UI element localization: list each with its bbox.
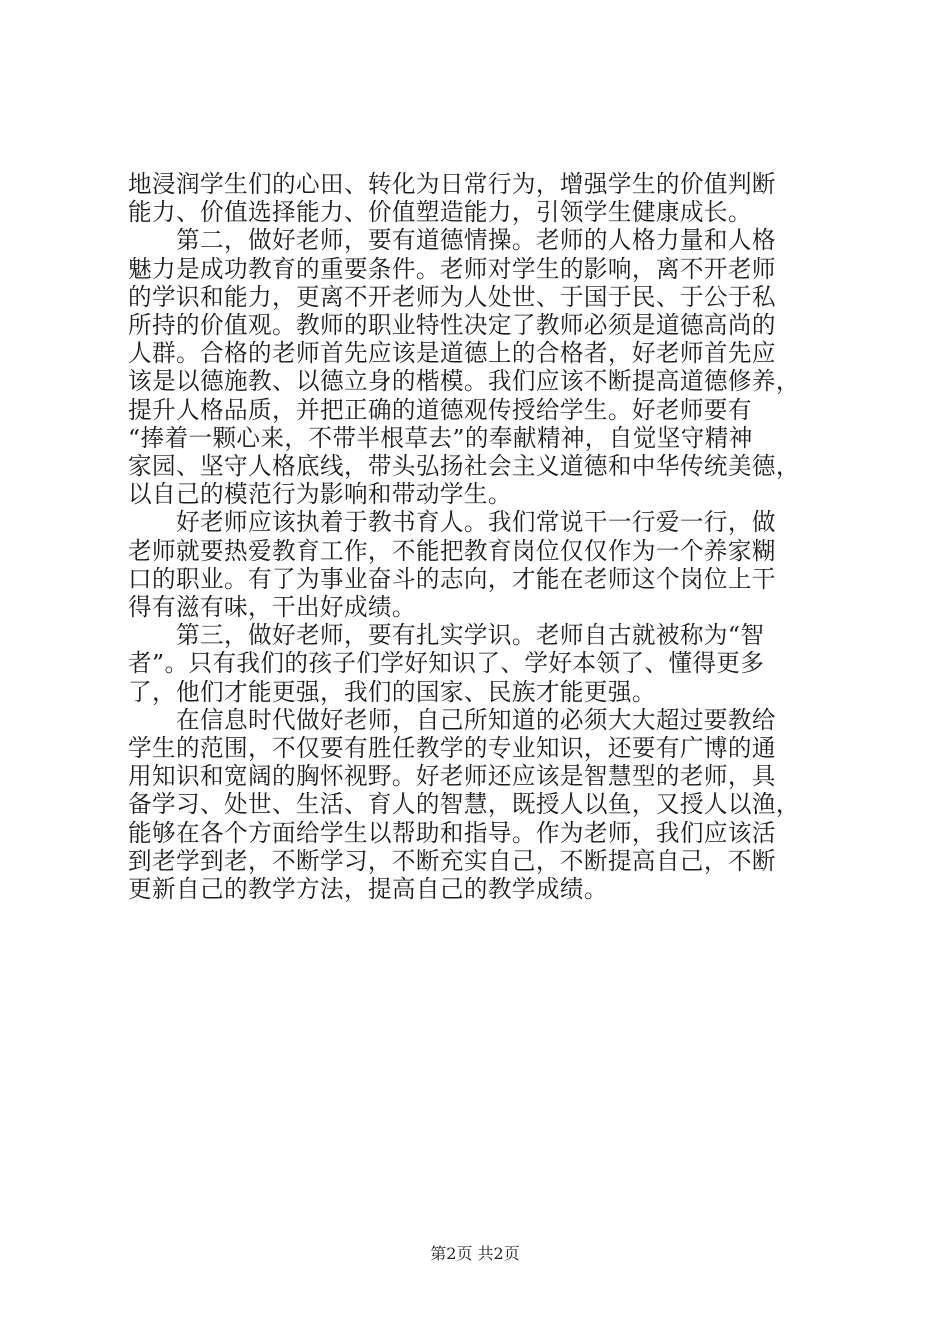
paragraph-start-line: 好老师应该执着于教书育人。我们常说干一行爱一行，做 — [176, 508, 776, 537]
text-line: 用知识和宽阔的胸怀视野。好老师还应该是智慧型的老师，具 — [128, 762, 776, 791]
text-line: 能力、价值选择能力、价值塑造能力，引领学生健康成长。 — [128, 198, 752, 227]
text-line: 的学识和能力，更离不开老师为人处世、于国于民、于公于私 — [128, 282, 776, 311]
text-line: 学生的范围，不仅要有胜任教学的专业知识，还要有广博的通 — [128, 734, 776, 763]
page-footer: 第2页 共2页 — [430, 1244, 520, 1263]
text-line: 到老学到老，不断学习，不断充实自己，不断提高自己，不断 — [128, 846, 776, 875]
paragraph-start-line: 第二，做好老师，要有道德情操。老师的人格力量和人格 — [176, 226, 776, 255]
document-body — [128, 170, 848, 903]
text-line: 能够在各个方面给学生以帮助和指导。作为老师，我们应该活 — [128, 818, 776, 847]
text-line: 提升人格品质，并把正确的道德观传授给学生。好老师要有 — [128, 395, 752, 424]
text-line: “捧着一颗心来，不带半根草去”的奉献精神，自觉坚守精神 — [128, 423, 753, 452]
paragraph-start-line: 在信息时代做好老师，自己所知道的必须大大超过要教给 — [176, 705, 776, 734]
text-line: 地浸润学生们的心田、转化为日常行为，增强学生的价值判断 — [128, 170, 776, 198]
text-line: 得有滋有味，干出好成绩。 — [128, 593, 416, 622]
text-line: 魅力是成功教育的重要条件。老师对学生的影响，离不开老师 — [128, 254, 776, 283]
text-line: 人群。合格的老师首先应该是道德上的合格者，好老师首先应 — [128, 339, 776, 368]
text-line: 该是以德施教、以德立身的楷模。我们应该不断提高道德修养， — [128, 367, 800, 396]
text-line: 老师就要热爱教育工作，不能把教育岗位仅仅作为一个养家糊 — [128, 536, 776, 565]
text-line: 口的职业。有了为事业奋斗的志向，才能在老师这个岗位上干 — [128, 564, 776, 593]
text-line: 家园、坚守人格底线，带头弘扬社会主义道德和中华传统美德， — [128, 452, 800, 481]
text-line: 者”。只有我们的孩子们学好知识了、学好本领了、懂得更多 — [128, 649, 765, 678]
text-line: 以自己的模范行为影响和带动学生。 — [128, 480, 512, 509]
text-line: 所持的价值观。教师的职业特性决定了教师必须是道德高尚的 — [128, 311, 776, 340]
text-line: 备学习、处世、生活、育人的智慧，既授人以鱼，又授人以渔， — [128, 790, 800, 819]
paragraph-start-line: 第三，做好老师，要有扎实学识。老师自古就被称为“智 — [176, 621, 765, 650]
text-line: 了，他们才能更强，我们的国家、民族才能更强。 — [128, 677, 656, 706]
text-line: 更新自己的教学方法，提高自己的教学成绩。 — [128, 875, 608, 904]
